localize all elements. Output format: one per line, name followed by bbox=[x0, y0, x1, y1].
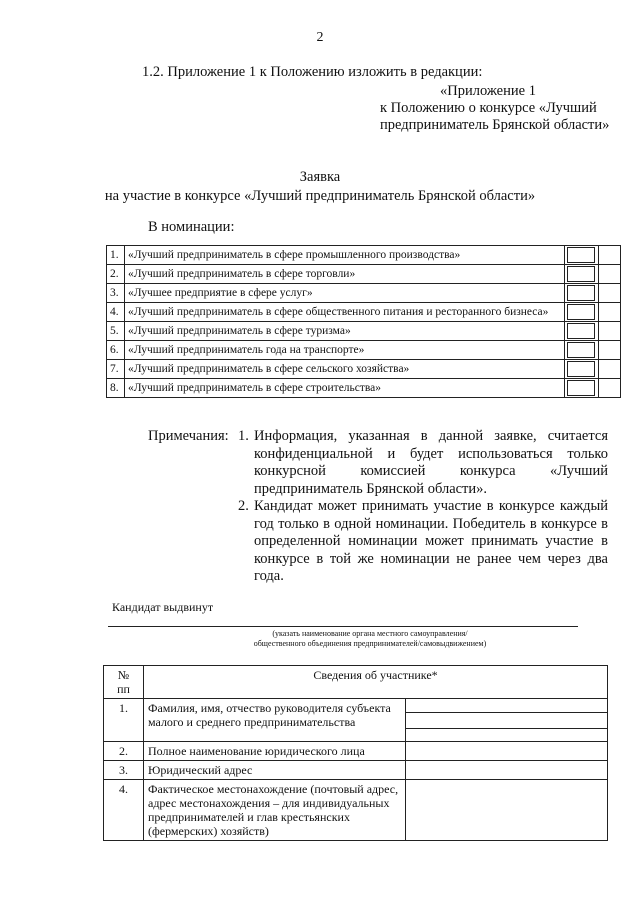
nomination-number: 1. bbox=[107, 246, 125, 265]
table-row bbox=[104, 780, 608, 841]
form-heading bbox=[0, 168, 640, 206]
table-row bbox=[104, 761, 608, 780]
nomination-checkbox[interactable] bbox=[567, 342, 595, 358]
nomination-checkbox[interactable] bbox=[567, 266, 595, 282]
nomination-row bbox=[107, 379, 621, 398]
header-number: № пп bbox=[104, 666, 144, 699]
candidate-hint bbox=[160, 629, 580, 649]
row-value-field[interactable] bbox=[406, 699, 608, 742]
nomination-number: 8. bbox=[107, 379, 125, 398]
nomination-number: 4. bbox=[107, 303, 125, 322]
note-item bbox=[148, 428, 608, 498]
nomination-text: «Лучший предприниматель в сфере промышленного производства» bbox=[125, 246, 565, 265]
page-number: 2 bbox=[316, 30, 324, 45]
row-label: Полное наименование юридического лица bbox=[144, 742, 406, 761]
nominations-label: В номинации: bbox=[148, 219, 235, 235]
nomination-text: «Лучшее предприятие в сфере услуг» bbox=[125, 284, 565, 303]
row-value-field[interactable] bbox=[406, 742, 608, 761]
nomination-checkbox[interactable] bbox=[567, 380, 595, 396]
nomination-number: 7. bbox=[107, 360, 125, 379]
candidate-hint-line1: (указать наименование органа местного самоуправления/ bbox=[272, 629, 468, 638]
row-label: Фактическое местонахождение (почтовый адрес, адрес местонахождения – для индивидуальных предпринимателей и глав крестьянских (фермерских) хозяйств) bbox=[144, 780, 406, 841]
nominations-table bbox=[106, 245, 621, 398]
form-title: Заявка bbox=[299, 169, 341, 185]
nomination-row bbox=[107, 303, 621, 322]
row-value-field[interactable] bbox=[406, 761, 608, 780]
nomination-checkbox[interactable] bbox=[567, 323, 595, 339]
row-value-field[interactable] bbox=[406, 780, 608, 841]
nomination-number: 2. bbox=[107, 265, 125, 284]
candidate-label: Кандидат выдвинут bbox=[112, 600, 214, 614]
nomination-number: 6. bbox=[107, 341, 125, 360]
form-subtitle: на участие в конкурсе «Лучший предприниматель Брянской области» bbox=[104, 188, 536, 204]
row-number: 1. bbox=[104, 699, 144, 742]
nomination-text: «Лучший предприниматель в сфере общественного питания и ресторанного бизнеса» bbox=[125, 303, 565, 322]
amendment-line: 1.2. Приложение 1 к Положению изложить в редакции: bbox=[142, 64, 483, 80]
nomination-text: «Лучший предприниматель в сфере туризма» bbox=[125, 322, 565, 341]
row-number: 3. bbox=[104, 761, 144, 780]
nomination-checkbox[interactable] bbox=[567, 285, 595, 301]
nomination-row bbox=[107, 322, 621, 341]
nomination-checkbox[interactable] bbox=[567, 361, 595, 377]
candidate-nominator-field[interactable] bbox=[108, 626, 578, 627]
nomination-row bbox=[107, 341, 621, 360]
nomination-text: «Лучший предприниматель в сфере сельского хозяйства» bbox=[125, 360, 565, 379]
note-text: Кандидат может принимать участие в конкурсе каждый год только в одной номинации. Победитель в конкурсе в определенной номинации может принимать участие в конкурсе в той же номинации не ранее чем через два года. bbox=[254, 498, 608, 584]
nomination-row bbox=[107, 265, 621, 284]
row-number: 4. bbox=[104, 780, 144, 841]
participant-info-table bbox=[103, 665, 608, 841]
row-label: Юридический адрес bbox=[144, 761, 406, 780]
nomination-row bbox=[107, 246, 621, 265]
row-number: 2. bbox=[104, 742, 144, 761]
nomination-text: «Лучший предприниматель года на транспорте» bbox=[125, 341, 565, 360]
nomination-number: 5. bbox=[107, 322, 125, 341]
note-text: Информация, указанная в данной заявке, считается конфиденциальной и будет использоваться только конкурсной комиссией конкурса «Лучший предприниматель Брянской области». bbox=[254, 428, 608, 497]
nomination-row bbox=[107, 284, 621, 303]
note-number: 1. bbox=[238, 428, 249, 444]
notes-section bbox=[148, 428, 608, 586]
nomination-text: «Лучший предприниматель в сфере торговли» bbox=[125, 265, 565, 284]
notes-label: Примечания: bbox=[148, 428, 229, 444]
nomination-checkbox[interactable] bbox=[567, 304, 595, 320]
table-row bbox=[104, 699, 608, 742]
nomination-row bbox=[107, 360, 621, 379]
note-item bbox=[148, 498, 608, 586]
nomination-number: 3. bbox=[107, 284, 125, 303]
header-title: Сведения об участнике* bbox=[144, 666, 608, 699]
table-header-row bbox=[104, 666, 608, 699]
table-row bbox=[104, 742, 608, 761]
appendix-body: к Положению о конкурсе «Лучший предприниматель Брянской области» bbox=[380, 100, 610, 133]
nomination-checkbox[interactable] bbox=[567, 247, 595, 263]
row-label: Фамилия, имя, отчество руководителя субъекта малого и среднего предпринимательства bbox=[144, 699, 406, 742]
appendix-title: «Приложение 1 bbox=[440, 83, 536, 99]
note-number: 2. bbox=[238, 498, 249, 514]
candidate-hint-line2: общественного объединения предпринимателей/самовыдвижением) bbox=[253, 639, 487, 648]
nomination-text: «Лучший предприниматель в сфере строительства» bbox=[125, 379, 565, 398]
